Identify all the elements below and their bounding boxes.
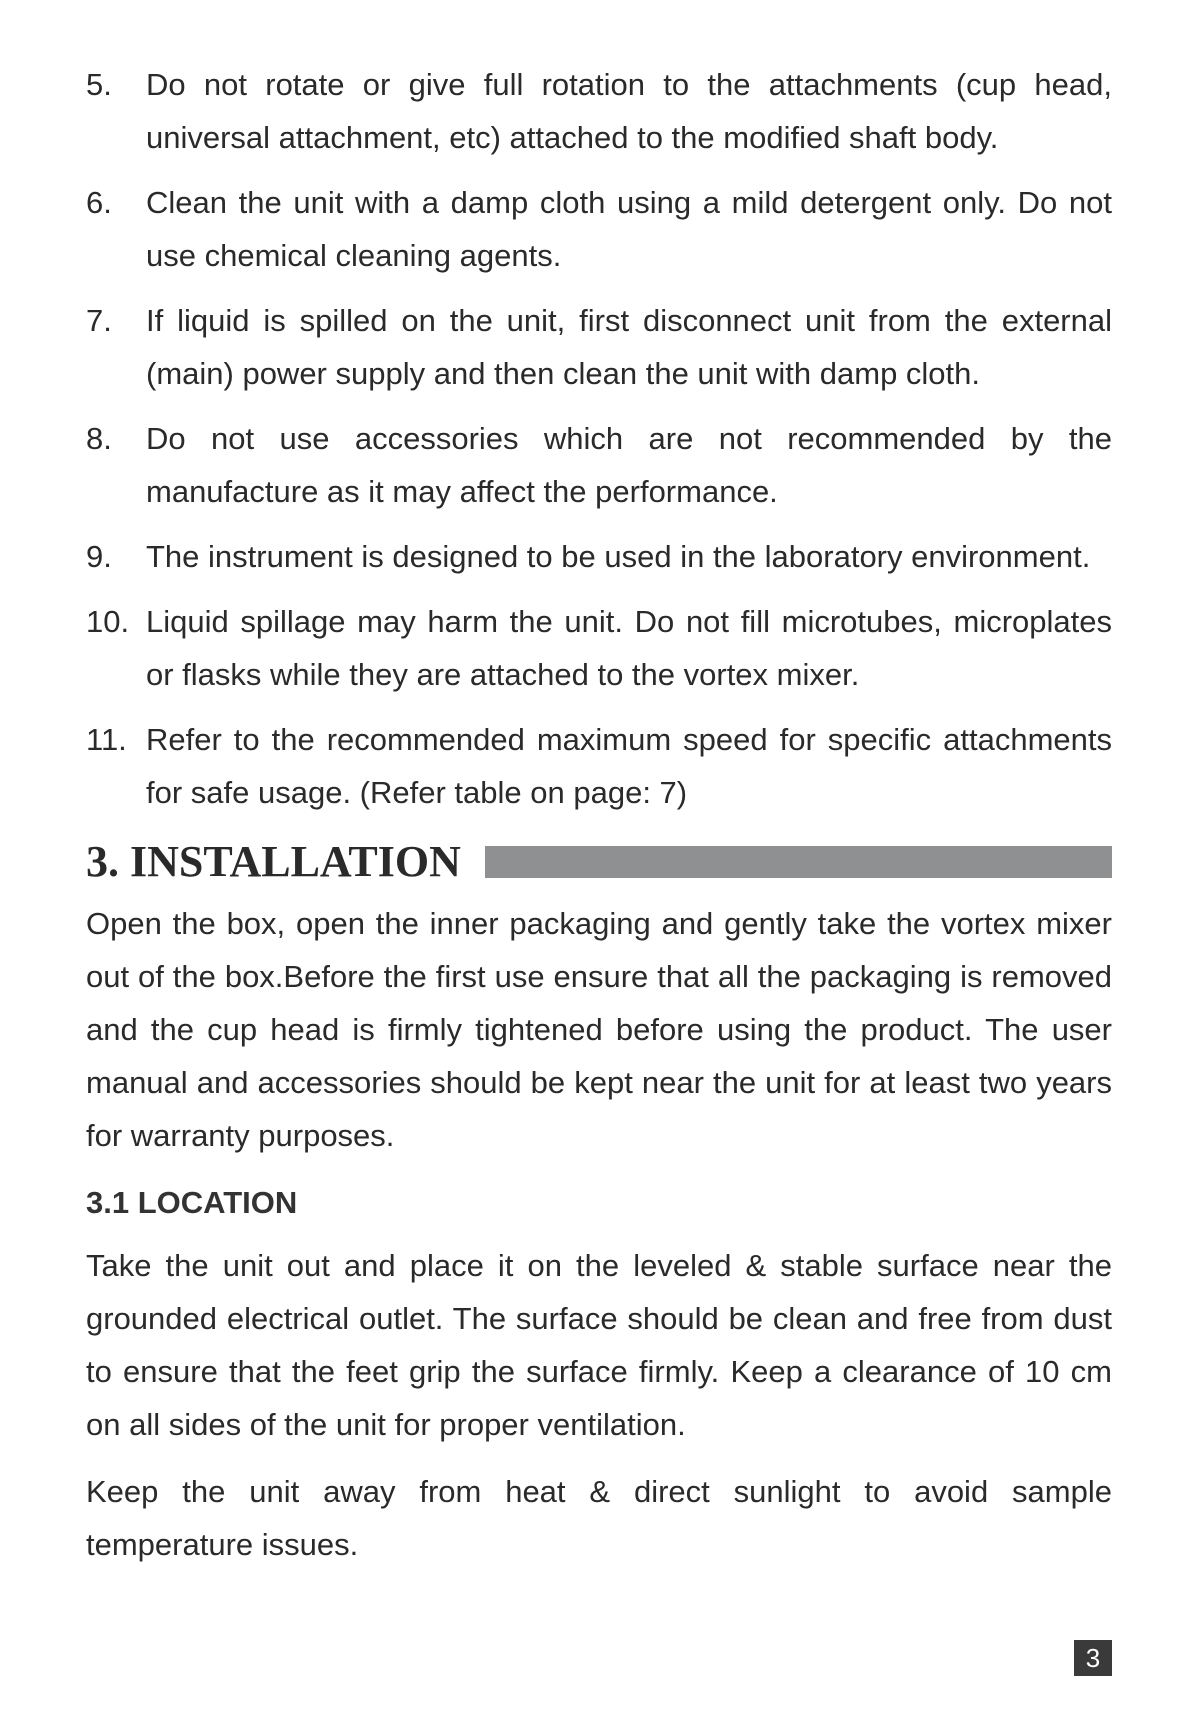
list-item <box>86 412 1112 518</box>
list-item <box>86 176 1112 282</box>
safety-list <box>86 58 1112 819</box>
list-item-number: 7. <box>86 303 112 338</box>
list-item <box>86 595 1112 701</box>
location-paragraph: Take the unit out and place it on the leveled & stable surface near the grounded electrical outlet. The surface should be clean and free from dust to ensure that the feet grip the surface firmly. Keep a clearance of 10 cm on all sides of the unit for proper ventilation. <box>86 1248 1112 1442</box>
list-item-text: Liquid spillage may harm the unit. Do not fill microtubes, microplates or flasks while they are attached to the vortex mixer. <box>146 604 1112 692</box>
list-item-number: 5. <box>86 67 112 102</box>
list-item-text: Do not use accessories which are not recommended by the manufacture as it may affect the performance. <box>146 421 1112 509</box>
list-item <box>86 713 1112 819</box>
list-item-text: Clean the unit with a damp cloth using a mild detergent only. Do not use chemical cleaning agents. <box>146 185 1112 273</box>
location-paragraph-2: Keep the unit away from heat & direct sunlight to avoid sample temperature issues. <box>86 1474 1112 1562</box>
page-number: 3 <box>1074 1640 1112 1676</box>
list-item-text: The instrument is designed to be used in the laboratory environment. <box>146 539 1091 574</box>
section-title: 3. INSTALLATION <box>86 836 461 886</box>
list-item-text: If liquid is spilled on the unit, first disconnect unit from the external (main) power supply and then clean the unit with damp cloth. <box>146 303 1112 391</box>
list-item-number: 11. <box>86 722 127 757</box>
section-heading <box>86 831 1112 891</box>
list-item-number: 10. <box>86 604 130 639</box>
heading-bar <box>485 846 1112 878</box>
document-page <box>86 58 1112 1585</box>
list-item-text: Refer to the recommended maximum speed for specific attachments for safe usage. (Refer table on page: 7) <box>146 722 1112 810</box>
subsection-title: 3.1 LOCATION <box>86 1185 298 1220</box>
list-item <box>86 530 1112 583</box>
list-item-text: Do not rotate or give full rotation to the attachments (cup head, universal attachment, etc) attached to the modified shaft body. <box>146 67 1112 155</box>
installation-paragraph: Open the box, open the inner packaging and gently take the vortex mixer out of the box.Before the first use ensure that all the packaging is removed and the cup head is firmly tightened before using the product. The user manual and accessories should be kept near the unit for at least two years for warranty purposes. <box>86 906 1112 1153</box>
list-item <box>86 58 1112 164</box>
list-item-number: 9. <box>86 539 112 574</box>
list-item-number: 8. <box>86 421 112 456</box>
list-item-number: 6. <box>86 185 112 220</box>
list-item <box>86 294 1112 400</box>
